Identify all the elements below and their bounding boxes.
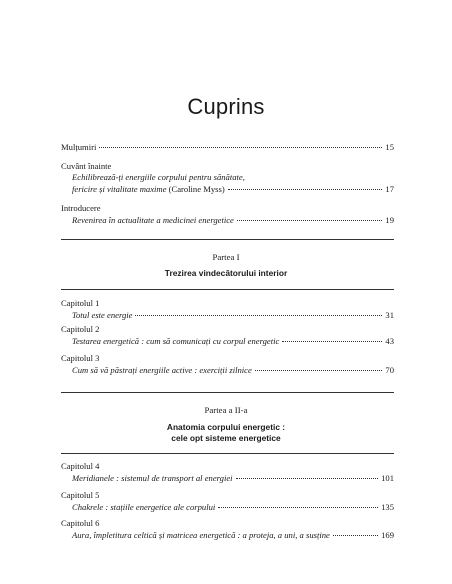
chapter-title: Aura, împletitura celtică și matricea energetică : a proteja, a uni, a susține [72, 530, 330, 540]
entry-title-line1: Echilibrează-ți energiile corpului pentru sănătate, [72, 172, 245, 182]
toc-entry-chapter-5 [61, 490, 394, 513]
section-divider [61, 289, 394, 290]
chapter-label: Capitolul 5 [61, 490, 100, 500]
chapter-label: Capitolul 2 [61, 324, 100, 334]
part-label: Partea I [212, 252, 240, 262]
chapter-title: Cum să vă păstrați energiile active : exerciții zilnice [72, 365, 252, 375]
dot-leader [282, 341, 382, 342]
entry-title: Mulțumiri [61, 142, 97, 152]
chapter-title: Testarea energetică : cum să comunicați cu corpul energetic [72, 336, 280, 346]
section-label: Cuvânt înainte [61, 161, 112, 171]
section-divider [61, 239, 394, 240]
chapter-label: Capitolul 1 [61, 298, 100, 308]
page-number: 15 [385, 142, 394, 152]
page-number: 17 [385, 184, 394, 194]
toc-entry-introduction [61, 203, 394, 226]
page-number: 19 [385, 215, 394, 225]
chapter-title: Totul este energie [72, 310, 133, 320]
entry-author: (Caroline Myss) [168, 184, 225, 194]
toc-entry-chapter-2 [61, 324, 394, 347]
page-title: Cuprins [187, 94, 265, 119]
part-heading: Trezirea vindecătorului interior [164, 268, 288, 278]
dot-leader [237, 220, 383, 221]
section-label: Introducere [61, 203, 101, 213]
dot-leader [236, 478, 379, 479]
dot-leader [135, 315, 382, 316]
entry-title-line2 [72, 183, 225, 195]
chapter-title: Chakrele : stațiile energetice ale corpului [72, 502, 216, 512]
dot-leader [255, 370, 383, 371]
toc-entry-chapter-1 [61, 298, 394, 321]
page-number: 31 [385, 310, 394, 320]
toc-entry-chapter-4 [61, 461, 394, 484]
chapter-label: Capitolul 6 [61, 518, 100, 528]
part-label: Partea a II-a [204, 405, 248, 415]
toc-entry-foreword [61, 161, 394, 195]
chapter-label: Capitolul 3 [61, 353, 100, 363]
page-number: 101 [381, 473, 394, 483]
part-heading-line2: cele opt sisteme energetice [171, 433, 281, 443]
toc-entry-chapter-6 [61, 518, 394, 541]
dot-leader [99, 147, 382, 148]
dot-leader [228, 189, 383, 190]
page-number: 43 [385, 336, 394, 346]
toc-entry-acknowledgements [61, 141, 394, 153]
chapter-label: Capitolul 4 [61, 461, 100, 471]
toc-entry-chapter-3 [61, 353, 394, 376]
entry-title: Revenirea în actualitate a medicinei energetice [72, 215, 234, 225]
section-divider [61, 453, 394, 454]
entry-title-text: fericire și vitalitate maxime [72, 184, 167, 194]
page-number: 135 [381, 502, 394, 512]
page-number: 70 [385, 365, 394, 375]
dot-leader [333, 535, 378, 536]
dot-leader [218, 507, 378, 508]
chapter-title: Meridianele : sistemul de transport al energiei [72, 473, 233, 483]
page-number: 169 [381, 530, 394, 540]
part-heading-line1: Anatomia corpului energetic : [166, 422, 286, 432]
section-divider [61, 392, 394, 393]
